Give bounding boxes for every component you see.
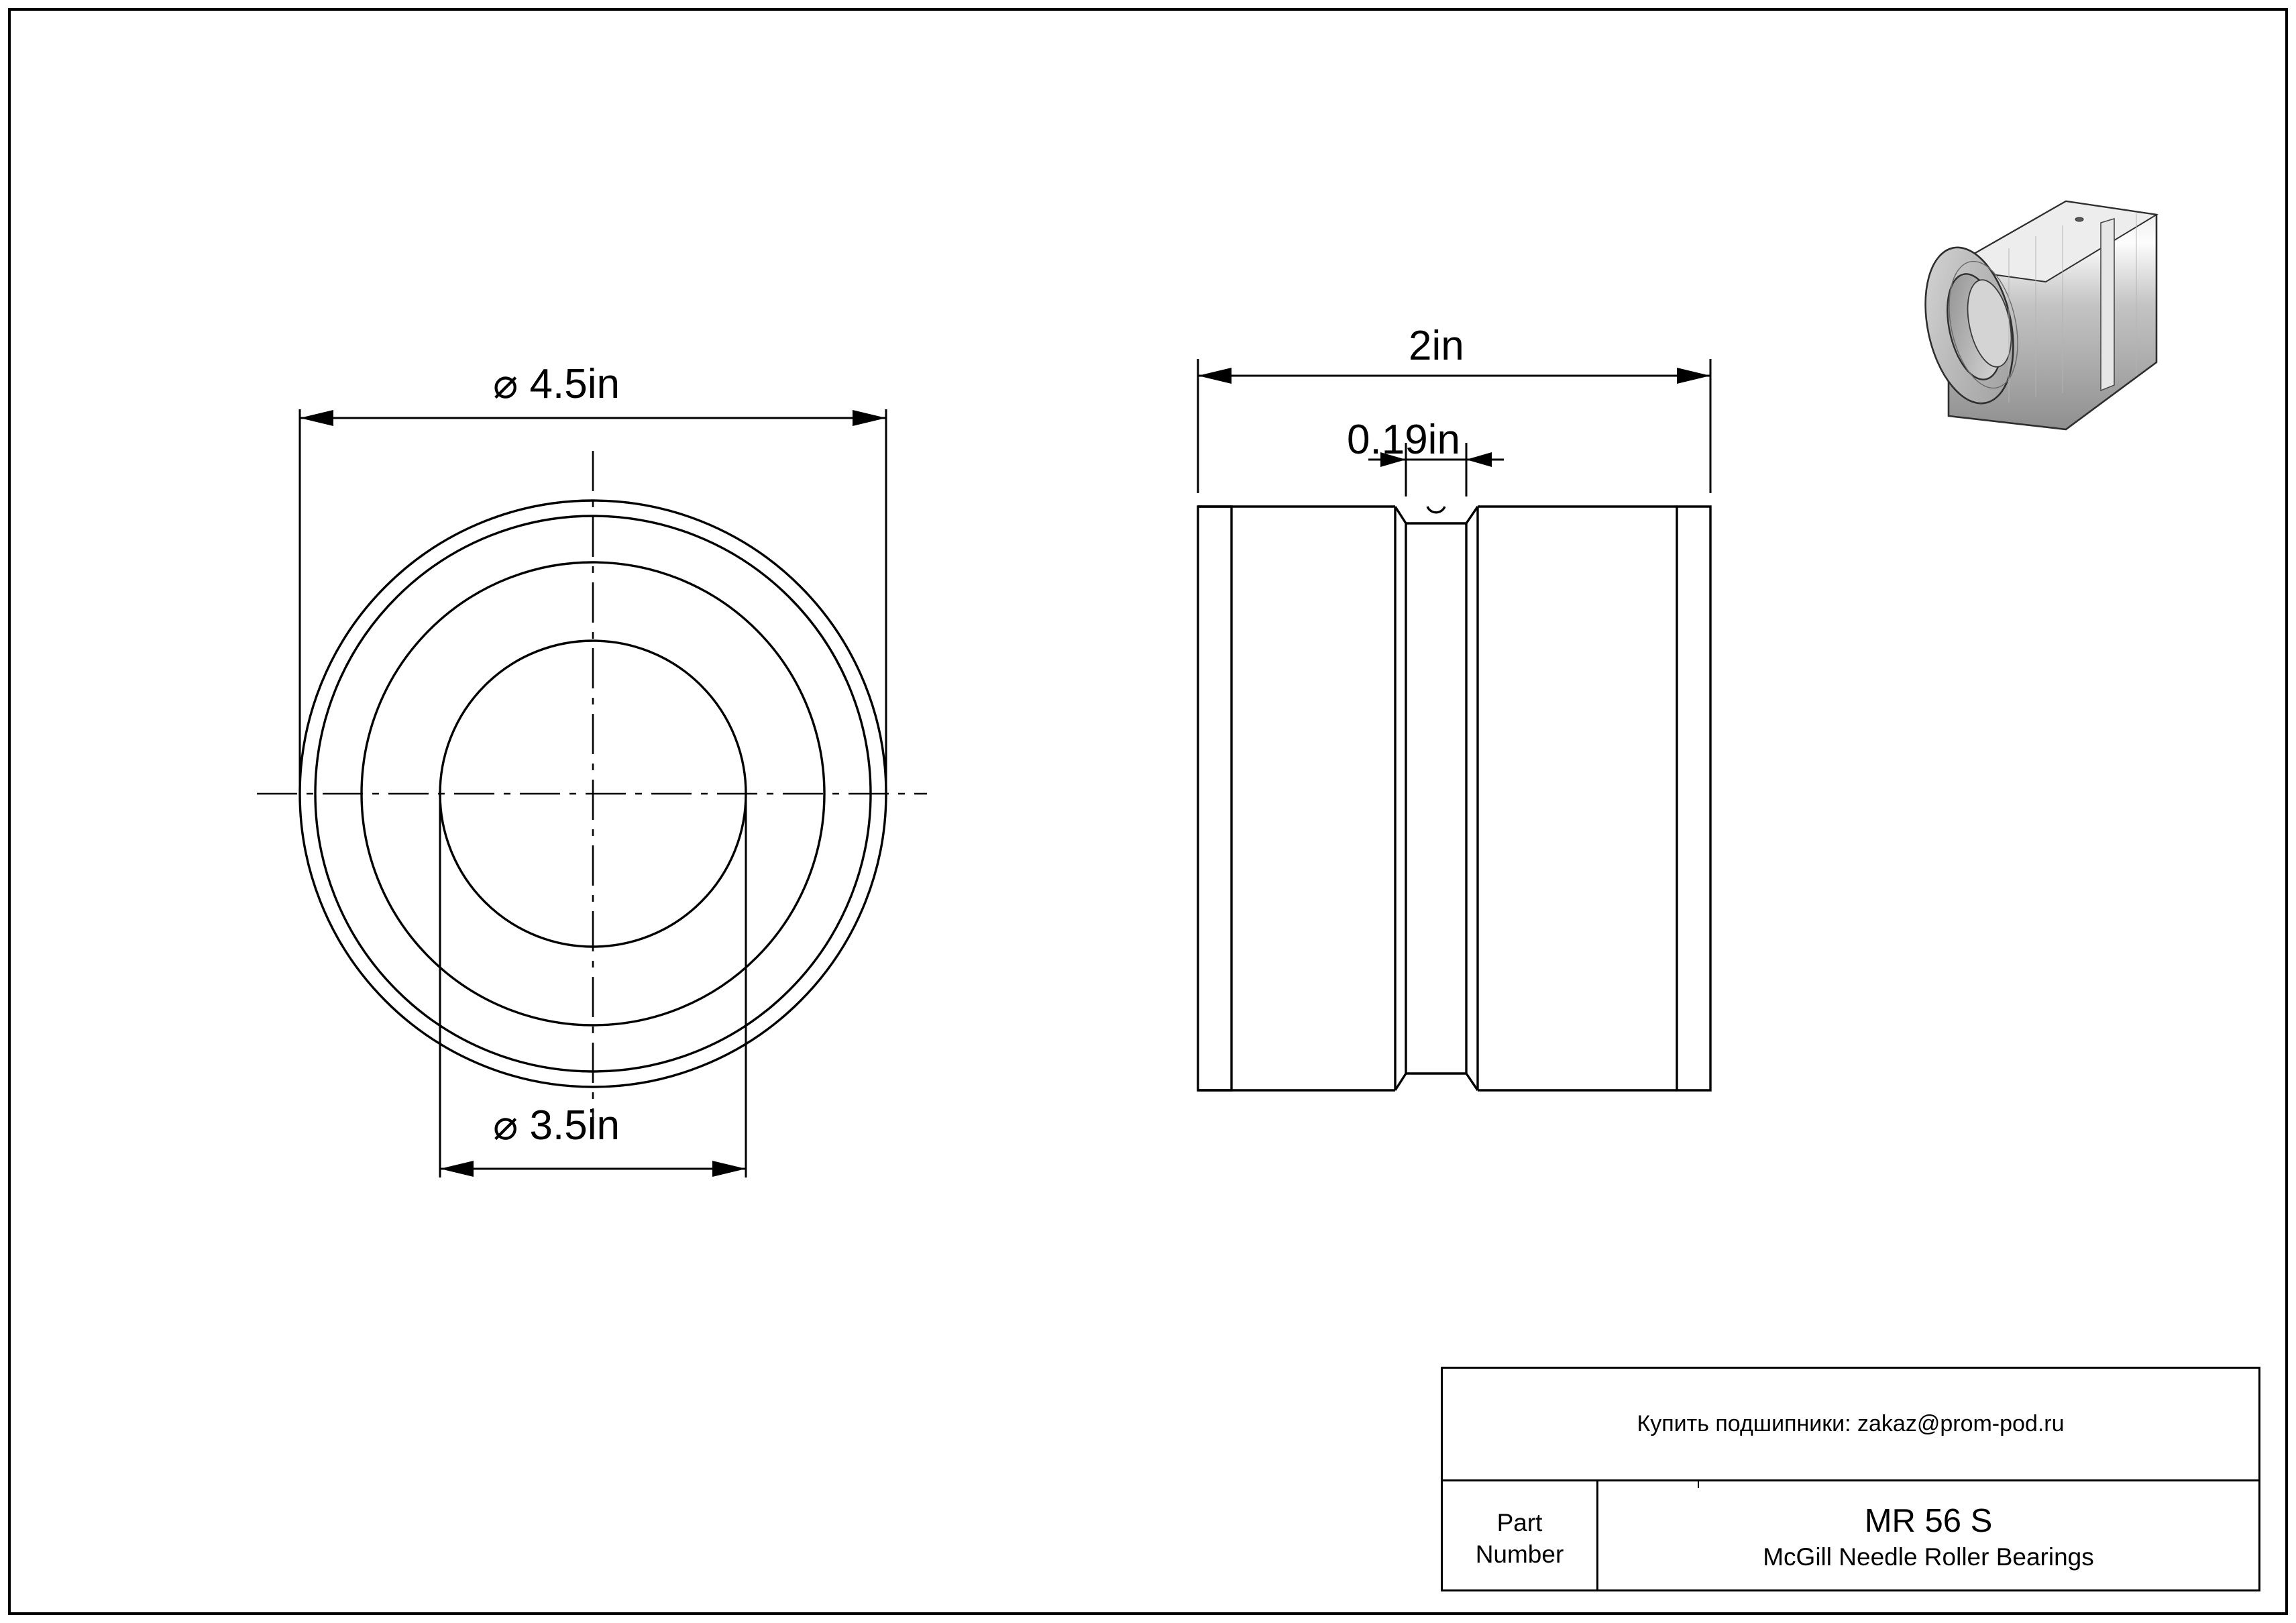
part-number-label-line1: Part — [1496, 1508, 1543, 1536]
contact-email-text: Купить подшипники: zakaz@prom-pod.ru — [1637, 1411, 2065, 1436]
part-number-value: MR 56 S — [1864, 1503, 1993, 1540]
side-view — [1198, 507, 1710, 1090]
dimension-outer-diameter-label: ⌀ 4.5in — [493, 361, 620, 407]
front-view-centerlines — [257, 451, 927, 1134]
part-number-label-line2: Number — [1475, 1540, 1564, 1568]
front-view — [257, 409, 927, 1177]
dimension-width-label: 2in — [1409, 323, 1464, 369]
part-number-label-cell — [1443, 1481, 1598, 1591]
isometric-preview — [1912, 201, 2156, 429]
title-block-part-row — [1443, 1481, 2258, 1591]
title-block-contact-row — [1443, 1369, 2258, 1481]
part-number-value-cell — [1598, 1481, 2258, 1591]
title-block — [1441, 1367, 2260, 1591]
dimension-inner-diameter-label: ⌀ 3.5in — [493, 1102, 620, 1149]
part-description: McGill Needle Roller Bearings — [1763, 1542, 2094, 1571]
dimension-groove-width-label: 0.19in — [1347, 417, 1460, 463]
